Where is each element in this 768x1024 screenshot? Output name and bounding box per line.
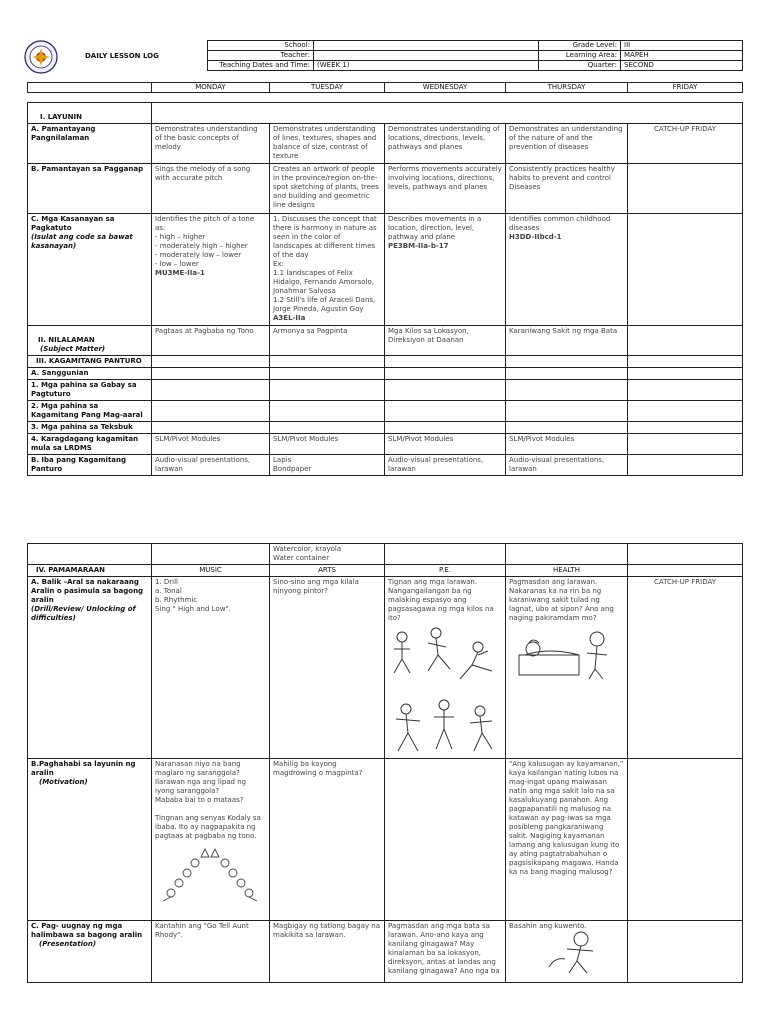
days-header-table bbox=[27, 82, 743, 93]
rowC-wednesday: Pagmasdan ang mga bata sa larawan. Ano-ano kaya ang kanilang ginagawa? May kinalaman ba sa lokasyon, direksyon, antas at landas ang kanilang ginagawa? Ano nga ba bbox=[385, 921, 506, 983]
blank bbox=[270, 380, 385, 401]
blank bbox=[152, 544, 270, 565]
c-mon-code: MU3ME-IIa-1 bbox=[155, 269, 205, 277]
blank bbox=[152, 422, 270, 434]
blank bbox=[152, 356, 270, 368]
iba-friday bbox=[628, 455, 743, 476]
iba-tuesday: Lapis Bondpaper bbox=[270, 455, 385, 476]
row-label-c-title: C. Mga Kasanayan sa Pagkatuto bbox=[31, 215, 115, 232]
rowA-wednesday: Tignan ang mga larawan. Nangangailangan ba ng malaking espasyo ang pagsasagawa ng mga kilos na ito? bbox=[388, 578, 494, 622]
rowA-tuesday: Sino-sino ang mga kilala ninyong pintor? bbox=[270, 577, 385, 759]
row2-label-b-title: B.Paghahabi sa layunin ng aralin bbox=[31, 760, 136, 777]
blank bbox=[152, 368, 270, 380]
cell-a-friday: CATCH-UP FRIDAY bbox=[628, 124, 743, 164]
row2-label-c bbox=[28, 921, 152, 983]
dates-value[interactable]: (WEEK 1) bbox=[314, 61, 539, 71]
cell-c-monday bbox=[152, 214, 270, 326]
c-tue-line: 1.1 landscapes of Felix Hidalgo, Fernando Amorsolo, Jonahmar Salvosa bbox=[273, 269, 375, 295]
blank bbox=[28, 544, 152, 565]
blank bbox=[152, 401, 270, 422]
c-mon-line: - moderately low – lower bbox=[155, 251, 242, 259]
c-mon-line: - low – lower bbox=[155, 260, 199, 268]
subject-pe: P.E. bbox=[385, 565, 506, 577]
school-label: School: bbox=[208, 41, 314, 51]
blank bbox=[506, 356, 628, 368]
nilalaman-note: (Subject Matter) bbox=[40, 345, 106, 353]
row2-label-c-title: C. Pag- uugnay ng mga halimbawa sa bagong aralin bbox=[31, 922, 143, 939]
pamamaraan-heading: IV. PAMAMARAAN bbox=[28, 565, 152, 577]
cell-b-thursday: Consistently practices healthy habits to prevent and control Diseases bbox=[506, 164, 628, 214]
nilalaman-label: II. NILALAMAN bbox=[38, 336, 95, 344]
rowC-thursday-cell bbox=[506, 921, 628, 983]
story-child-illustration-icon bbox=[543, 927, 603, 975]
iba-thursday: Audio-visual presentations, larawan bbox=[506, 455, 628, 476]
lrdms-friday bbox=[628, 434, 743, 455]
rowA-monday: 1. Drill a. Tonal b. Rhythmic Sing " High and Low". bbox=[152, 577, 270, 759]
sanggunian-label: A. Sanggunian bbox=[28, 368, 152, 380]
nilalaman-wednesday: Mga Kilos sa Lokasyon, Direksiyon at Daanan bbox=[385, 326, 506, 356]
blank bbox=[152, 380, 270, 401]
c-wed-line: Describes movements in a location, direction, level, pathway and plane bbox=[388, 215, 482, 241]
blank bbox=[628, 356, 743, 368]
blank bbox=[506, 422, 628, 434]
subject-music: MUSIC bbox=[152, 565, 270, 577]
cell-b-friday bbox=[628, 164, 743, 214]
row2-label-b-note: (Motivation) bbox=[39, 778, 88, 786]
nilalaman-monday: Pagtaas at Pagbaba ng Tono bbox=[152, 326, 270, 356]
cell-c-friday bbox=[628, 214, 743, 326]
row2-label-c-note: (Presentation) bbox=[39, 940, 97, 948]
carry-tuesday: Watercolor, krayola Water container bbox=[270, 544, 385, 565]
blank bbox=[506, 380, 628, 401]
log-title: DAILY LESSON LOG bbox=[85, 52, 159, 60]
rowA-thursday: Pagmasdan ang larawan. Nakaranas ka na rin ba ng karaniwang sakit tulad ng lagnat, ubo at sipon? Ano ang naging pakiramdam mo? bbox=[509, 578, 614, 622]
quarter-label: Quarter: bbox=[539, 61, 621, 71]
blank bbox=[270, 422, 385, 434]
rowA-friday: CATCH-UP FRIDAY bbox=[628, 577, 743, 759]
rowC-thursday: Basahin ang kuwento. bbox=[509, 922, 587, 930]
teksbuk-label: 3. Mga pahina sa Teksbuk bbox=[28, 422, 152, 434]
lesson-table-part1 bbox=[27, 102, 743, 476]
nilalaman-thursday: Karaniwang Sakit ng mga Bata bbox=[506, 326, 628, 356]
c-mon-line: Identifies the pitch of a tone as: bbox=[155, 215, 255, 232]
subject-arts: ARTS bbox=[270, 565, 385, 577]
blank bbox=[506, 368, 628, 380]
dates-label: Teaching Dates and Time: bbox=[208, 61, 314, 71]
grade-value: III bbox=[621, 41, 743, 51]
rowB-tuesday: Mahilig ba kayong magdrowing o magpinta? bbox=[270, 759, 385, 921]
day-friday: FRIDAY bbox=[628, 83, 743, 93]
blank bbox=[628, 544, 743, 565]
blank bbox=[270, 368, 385, 380]
gabay-label: 1. Mga pahina sa Gabay sa Pagtuturo bbox=[28, 380, 152, 401]
days-blank-cell bbox=[28, 83, 152, 93]
rowB-friday bbox=[628, 759, 743, 921]
cell-a-thursday: Demonstrates an understanding of the nature of and the prevention of diseases bbox=[506, 124, 628, 164]
c-mon-line: - moderately high – higher bbox=[155, 242, 248, 250]
blank bbox=[385, 422, 506, 434]
row2-label-b bbox=[28, 759, 152, 921]
kodaly-hand-signs-icon bbox=[155, 843, 265, 905]
teacher-field[interactable] bbox=[314, 51, 539, 61]
lrdms-monday: SLM/Pivot Modules bbox=[152, 434, 270, 455]
day-tuesday: TUESDAY bbox=[270, 83, 385, 93]
blank bbox=[385, 401, 506, 422]
nilalaman-friday bbox=[628, 326, 743, 356]
day-wednesday: WEDNESDAY bbox=[385, 83, 506, 93]
blank bbox=[628, 422, 743, 434]
area-value: MAPEH bbox=[621, 51, 743, 61]
lrdms-label: 4. Karagdagang kagamitan mula sa LRDMS bbox=[28, 434, 152, 455]
subject-health: HEALTH bbox=[506, 565, 628, 577]
blank bbox=[628, 380, 743, 401]
lesson-table-part2 bbox=[27, 543, 743, 983]
iba-wednesday: Audio-visual presentations, larawan bbox=[385, 455, 506, 476]
rowC-friday bbox=[628, 921, 743, 983]
row-label-a: A. Pamantayang Pangnilalaman bbox=[28, 124, 152, 164]
kagamitan-mag-aaral-label: 2. Mga pahina sa Kagamitang Pang Mag-aaral bbox=[28, 401, 152, 422]
row2-label-a bbox=[28, 577, 152, 759]
row-label-c bbox=[28, 214, 152, 326]
blank bbox=[628, 368, 743, 380]
nilalaman-tuesday: Armonya sa Pagpinta bbox=[270, 326, 385, 356]
day-monday: MONDAY bbox=[152, 83, 270, 93]
blank bbox=[628, 401, 743, 422]
iba-label: B. Iba pang Kagamitang Panturo bbox=[28, 455, 152, 476]
blank bbox=[270, 356, 385, 368]
rowC-tuesday: Magbigay ng tatlong bagay na makikita sa larawan. bbox=[270, 921, 385, 983]
blank bbox=[628, 565, 743, 577]
lrdms-thursday: SLM/Pivot Modules bbox=[506, 434, 628, 455]
layunin-heading: I. LAYUNIN bbox=[28, 103, 152, 124]
school-field[interactable] bbox=[314, 41, 539, 51]
lrdms-tuesday: SLM/Pivot Modules bbox=[270, 434, 385, 455]
blank bbox=[385, 544, 506, 565]
c-wed-code: PE3BM-IIa-b-17 bbox=[388, 242, 449, 250]
layunin-blank bbox=[152, 103, 743, 124]
blank bbox=[506, 401, 628, 422]
c-tue-line: Ex: bbox=[273, 260, 284, 268]
sick-child-illustration-icon bbox=[509, 625, 621, 681]
rowB-monday: Naranasan niyo na bang maglaro ng saranggola? Ilarawan nga ang lipad ng iyong saranggola? Mababa bai to o mataas? Tingnan ang senyas Kodaly sa ibaba. Ito ay nagpapakita ng pagtaas at pagbaba ng tono. bbox=[155, 760, 261, 840]
cell-c-tuesday bbox=[270, 214, 385, 326]
lrdms-wednesday: SLM/Pivot Modules bbox=[385, 434, 506, 455]
rowB-monday-cell bbox=[152, 759, 270, 921]
cell-a-wednesday: Demonstrates understanding of locations, directions, levels, pathways and planes bbox=[385, 124, 506, 164]
rowC-monday: Kantahin ang "Go Tell Aunt Rhody". bbox=[152, 921, 270, 983]
iba-monday: Audio-visual presentations, larawan bbox=[152, 455, 270, 476]
kagamitan-heading: III. KAGAMITANG PANTURO bbox=[28, 356, 152, 368]
exercising-children-illustration-icon bbox=[388, 625, 502, 757]
c-mon-line: - high – higher bbox=[155, 233, 206, 241]
c-thu-line: Identifies common childhood diseases bbox=[509, 215, 611, 232]
row2-label-a-note: (Drill/Review/ Unlocking of difficulties) bbox=[31, 605, 136, 622]
c-tue-line: 1.2 Still's life of Araceli Dans, Jorge Pineda, Agustin Goy bbox=[273, 296, 376, 313]
blank bbox=[270, 401, 385, 422]
c-tue-line: 1. Discusses the concept that there is harmony in nature as seen in the color of landscapes at different times of the day bbox=[273, 215, 377, 259]
blank bbox=[506, 544, 628, 565]
nilalaman-label-cell bbox=[28, 326, 152, 356]
day-thursday: THURSDAY bbox=[506, 83, 628, 93]
row2-label-a-title: A. Balik –Aral sa nakaraang Aralin o pasimula sa bagong aralin bbox=[31, 578, 144, 604]
row-label-c-note: (Isulat ang code sa bawat kasanayan) bbox=[31, 233, 133, 250]
cell-b-monday: Sings the melody of a song with accurate pitch bbox=[152, 164, 270, 214]
row-label-b: B. Pamantayan sa Pagganap bbox=[28, 164, 152, 214]
area-label: Learning Area: bbox=[539, 51, 621, 61]
blank bbox=[385, 380, 506, 401]
c-thu-code: H3DD-IIbcd-1 bbox=[509, 233, 562, 241]
rowB-wednesday bbox=[385, 759, 506, 921]
cell-a-tuesday: Demonstrates understanding of lines, textures, shapes and balance of size, contrast of texture bbox=[270, 124, 385, 164]
quarter-value: SECOND bbox=[621, 61, 743, 71]
cell-a-monday: Demonstrates understanding of the basic concepts of melody bbox=[152, 124, 270, 164]
cell-c-wednesday bbox=[385, 214, 506, 326]
header-info-table bbox=[207, 40, 743, 71]
teacher-label: Teacher: bbox=[208, 51, 314, 61]
c-tue-code: A3EL-IIa bbox=[273, 314, 306, 322]
cell-c-thursday bbox=[506, 214, 628, 326]
cell-b-tuesday: Creates an artwork of people in the province/region on-the-spot sketching of plants, trees and building and geometric line designs bbox=[270, 164, 385, 214]
blank bbox=[385, 356, 506, 368]
grade-label: Grade Level: bbox=[539, 41, 621, 51]
blank bbox=[385, 368, 506, 380]
rowB-thursday: "Ang kalusugan ay kayamanan," kaya kailangan nating lubos na mag-ingat upang maiwasan natin ang mga sakit lalo na sa kasalukuyang panahon. Ang pagpapanatili ng malusog na katawan ay pag-iwas sa mga posibleng pangkaraniwang sakit. Nagiging kayamanan lamang ang kalusugan kung ito ay ating pagtatrabahuhan o pagsisikapang magawa. Handa ka na bang maging malusog? bbox=[506, 759, 628, 921]
rowA-thursday-cell bbox=[506, 577, 628, 759]
rowA-wednesday-cell bbox=[385, 577, 506, 759]
cell-b-wednesday: Performs movements accurately involving locations, directions, levels, pathways and planes bbox=[385, 164, 506, 214]
deped-seal-icon bbox=[22, 40, 60, 74]
